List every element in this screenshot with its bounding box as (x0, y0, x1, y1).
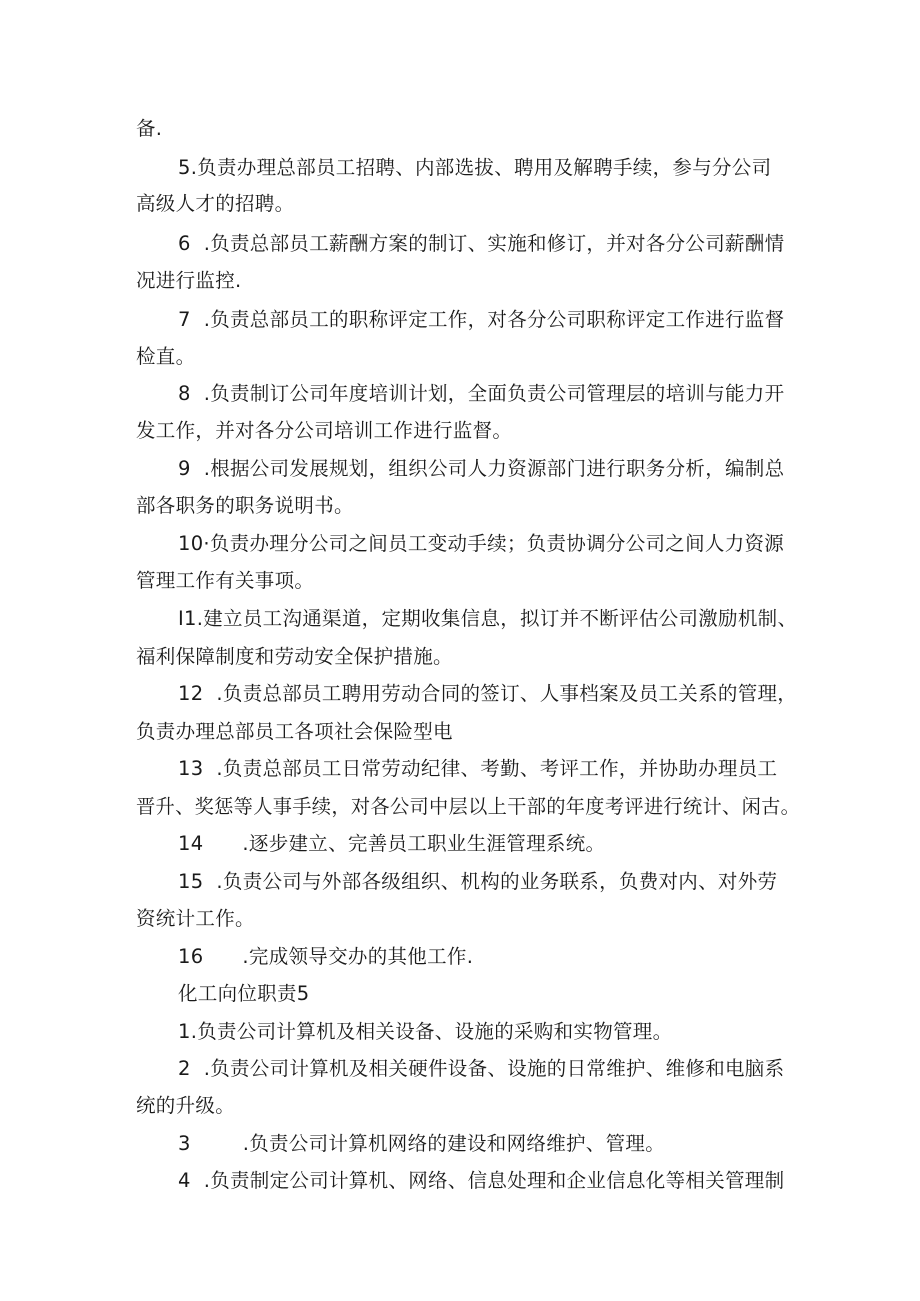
text-line: 8 .负责制订公司年度培训计划，全面负责公司管理层的培训与能力开 (178, 382, 785, 405)
text-line: 晋升、奖惩等人事手续，对各公司中层以上干部的年度考评进行统计、闲古。 (136, 795, 801, 818)
text-line: 6 .负责总部员工薪酬方案的制订、实施和修订，并对各分公司薪酬情 (178, 232, 785, 255)
text-line: 备. (136, 117, 163, 140)
text-line: 检直。 (136, 345, 196, 368)
text-line: I1.建立员工沟通渠道，定期收集信息，拟订并不断评估公司激励机制、 (178, 607, 798, 630)
text-line: 2 .负责公司计算机及相关硬件设备、设施的日常维护、维修和电脑系 (178, 1057, 785, 1080)
text-line: 9 .根据公司发展规划，组织公司人力资源部门进行职务分析，编制总 (178, 457, 785, 480)
text-line: 化工向位职责5 (178, 982, 310, 1005)
text-line: 资统计工作。 (136, 907, 255, 930)
text-line: 负责办理总部员工各项社会保险型电 (136, 720, 453, 743)
text-line: 1.负责公司计算机及相关设备、设施的采购和实物管理。 (178, 1020, 673, 1043)
text-line: 14 .逐步建立、完善员工职业生涯管理系统。 (178, 832, 606, 855)
text-line: 12 .负责总部员工聘用劳动合同的签订、人事档案及员工关系的管理， (178, 682, 798, 705)
text-line: 15 .负责公司与外部各级组织、机构的业务联系，负费对内、对外劳 (178, 870, 778, 893)
text-line: 7 .负责总部员工的职称评定工作，对各分公司职称评定工作进行监督 (178, 308, 785, 331)
text-line: 10·负责办理分公司之间员工变动手续；负责协调分公司之间人力资源 (178, 532, 785, 555)
text-line: 5.负责办理总部员工招聘、内部选拔、聘用及解聘手续，参与分公司 (178, 156, 772, 179)
text-line: 3 .负责公司计算机网络的建设和网络维护、管理。 (178, 1132, 665, 1155)
text-line: 管理工作有关事项。 (136, 569, 315, 592)
text-line: 16 .完成领导交办的其他工作. (178, 945, 474, 968)
text-line: 高级人才的招聘。 (136, 192, 295, 215)
text-line: 统的升级。 (136, 1094, 236, 1117)
text-line: 福利保障制度和劳动安全保护措施。 (136, 645, 453, 668)
text-line: 13 .负责总部员工日常劳动纪律、考勤、考评工作，并协助办理员工 (178, 757, 778, 780)
text-line: 4 .负责制定公司计算机、网络、信息处理和企业信息化等相关管理制 (178, 1169, 785, 1192)
text-line: 部各职务的职务说明书。 (136, 494, 354, 517)
text-line: 况进行监控. (136, 269, 242, 292)
text-line: 发工作，并对各分公司培训工作进行监督。 (136, 419, 513, 442)
